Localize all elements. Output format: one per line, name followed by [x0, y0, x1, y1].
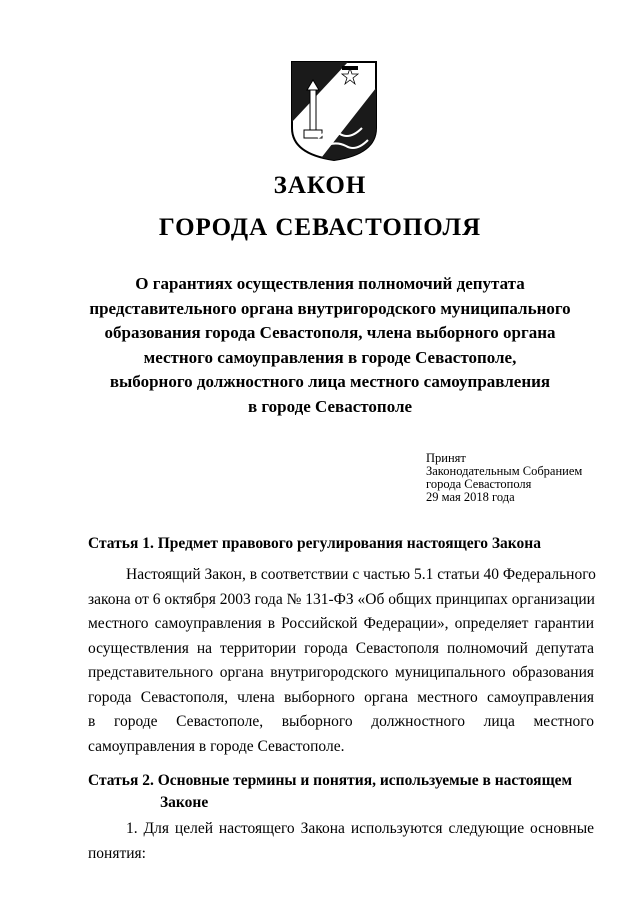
paragraph-line: города Севастополя, члена выборного органа местного самоуправления [88, 688, 594, 706]
paragraph-line: 1. Для целей настоящего Закона используются следующие основные [126, 820, 594, 837]
document-subtitle: ГОРОДА СЕВАСТОПОЛЯ [158, 214, 482, 241]
adoption-note [426, 452, 582, 504]
adoption-line: Принят [426, 451, 466, 465]
subject-line: О гарантиях осуществления полномочий депутата [135, 274, 525, 293]
paragraph-line: самоуправления в городе Севастополе. [88, 737, 345, 755]
article-1-title: Статья 1. Предмет правового регулирования настоящего Закона [88, 535, 541, 552]
adoption-line: города Севастополя [426, 477, 532, 491]
article-2-title: Статья 2. Основные термины и понятия, используемые в настоящем [88, 772, 573, 789]
document-title: ЗАКОН [273, 172, 367, 199]
paragraph-line: в городе Севастополе, выборного должностного лица местного [88, 713, 594, 730]
article-1-body [88, 563, 594, 759]
paragraph-line: местного самоуправления в Российской Федерации», определяет гарантии [88, 615, 594, 632]
paragraph-line: осуществления на территории города Севастополя полномочий депутата [88, 639, 594, 657]
paragraph-line: представительного органа внутригородского муниципального образования [88, 664, 594, 681]
article-2-title-cont: Законе [160, 794, 209, 811]
paragraph-line: Настоящий Закон, в соответствии с частью 5.1 статьи 40 Федерального [126, 566, 596, 583]
subject-line: в городе Севастополе [247, 396, 413, 416]
article-2-body [88, 817, 594, 866]
subject-line: образования города Севастополя, члена выборного органа [104, 323, 556, 342]
adoption-line: Законодательным Собранием [426, 464, 583, 478]
subject-line: представительного органа внутригородского муниципального [89, 298, 571, 318]
paragraph-line: закона от 6 октября 2003 года № 131-ФЗ «Об общих принципах организации [88, 590, 595, 608]
law-subject [80, 272, 580, 419]
subject-line: местного самоуправления в городе Севастополе, [143, 347, 517, 367]
paragraph-line: понятия: [88, 844, 146, 862]
sevastopol-coat-of-arms-icon [288, 58, 380, 162]
subject-line: выборного должностного лица местного самоуправления [109, 372, 551, 391]
adoption-date: 29 мая 2018 года [426, 490, 515, 504]
